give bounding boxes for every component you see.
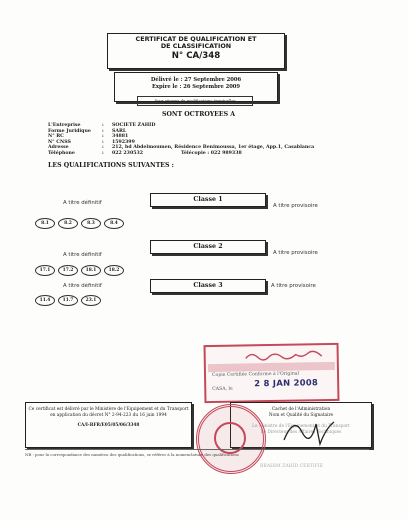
classe-3-codes [35,295,101,306]
handwritten-signature [276,410,346,450]
classe-3-left-mode: A titre définitif [63,283,102,289]
classe-3-box: Classe 3 [150,279,266,293]
faded-ministry-text: Le Ministre de l'Equipement et du Transport [252,424,350,430]
qualifications-heading: LES QUALIFICATIONS SUIVANTES : [48,162,174,169]
info-label: N° RC [48,134,64,140]
info-label: L'Entreprise [48,123,81,128]
classe-2-box: Classe 2 [150,240,266,254]
classe-2-codes [35,265,124,276]
fax-value: 022 989338 [210,150,242,156]
nb-footnote: NB : pour la correspondance des numéros des qualifications, se référer à la nomenclature des qualifications [25,449,369,457]
info-row: Téléphone : 022 230532 Télécopie : 022 989338 [48,150,242,156]
info-row: L'Entreprise : SOCIETE ZAHID [48,123,156,128]
info-row: N° RC : 34881 [48,134,129,140]
qualification-code: 11.7 [58,295,78,306]
certified-copy-stamp [204,343,340,403]
classe-2-right-mode: A titre provisoire [273,250,318,256]
signatory-label: Nom et Qualité du Signataire [268,412,334,418]
qualification-code: 23.1 [81,295,101,306]
bottom-faded-text: BRAHIM ZAHID CERTIFIE [260,464,324,469]
info-label: Forme Juridique [48,128,91,134]
arabic-script-mark [244,348,324,361]
delivered-date: Délivré le : 27 Septembre 2006 [150,77,242,83]
reference-number: CA/I-BFR/E05/05/06/3348 [77,423,140,429]
info-value: SOCIETE ZAHID [112,123,156,128]
qualification-code: 8.2 [58,218,78,229]
ministry-note-text: Ce certificat est délivré par le Ministère de l'Equipement et du Transport en application du décret N° 2-94-223 du 16 juin 1994 [28,407,189,418]
classe-2-left-mode: A titre définitif [63,252,102,258]
qualification-code: 18.2 [104,265,124,276]
fax-label: Télécopie : [181,150,210,156]
classe-1-right-mode: A titre provisoire [273,203,318,209]
info-label: Téléphone [48,150,75,156]
certificate-title-box [107,33,285,69]
title-line-2: DE CLASSIFICATION [160,42,232,51]
info-row: N° CNSS : 1592399 [48,139,135,145]
info-value: 1592399 [112,139,135,145]
classe-1-codes [35,218,124,229]
reserve-note: Sous réserve de modifications éventuelles [137,96,253,106]
info-value: 34881 [112,134,129,140]
ministry-note-box [25,402,192,448]
expiry-date: Expire le : 26 Septembre 2009 [151,84,241,90]
official-round-seal [196,404,266,474]
info-label: Adresse [48,145,69,151]
qualification-code: 8.3 [81,218,101,229]
faded-director-text: Le Directeur des Affaires Techniques [260,429,342,435]
info-value: SARL [112,128,127,134]
stamp-text-place: CASA, le [212,386,233,393]
title-line-1: CERTIFICAT DE QUALIFICATION ET [135,35,257,43]
qualification-code: 8.1 [35,218,55,229]
classe-3-right-mode: A titre provisoire [271,283,316,289]
admin-seal-label: Cachet de l'Administration [271,407,331,412]
qualification-code: 18.1 [81,265,101,276]
stamp-date: 2 8 JAN 2008 [254,377,319,389]
qualification-code: 17.2 [58,265,78,276]
info-label: N° CNSS [48,139,71,145]
qualification-code: 17.1 [35,265,55,276]
certificate-number: N° CA/348 [171,50,221,61]
stamp-band [208,362,335,372]
classe-1-left-mode: A titre définitif [63,200,102,206]
info-value: 212, bd Abdelmoumen, Résidence Benimoussa, 1er étage, App.1, Casablanca [112,145,315,151]
info-row: Adresse : 212, bd Abdelmoumen, Résidence Benimoussa, 1er étage, App.1, Casablanca [48,145,315,151]
qualification-code: 11.4 [35,295,55,306]
phone-value: 022 230532 [112,150,143,156]
qualification-code: 8.4 [104,218,124,229]
classe-1-box: Classe 1 [150,193,266,207]
info-row: Forme Juridique : SARL [48,128,127,134]
company-info [48,123,314,157]
stamp-text-certified: Copie Certifiée Conforme à l'Original [211,371,300,379]
granted-heading: SONT OCTROYEES A [162,111,235,118]
